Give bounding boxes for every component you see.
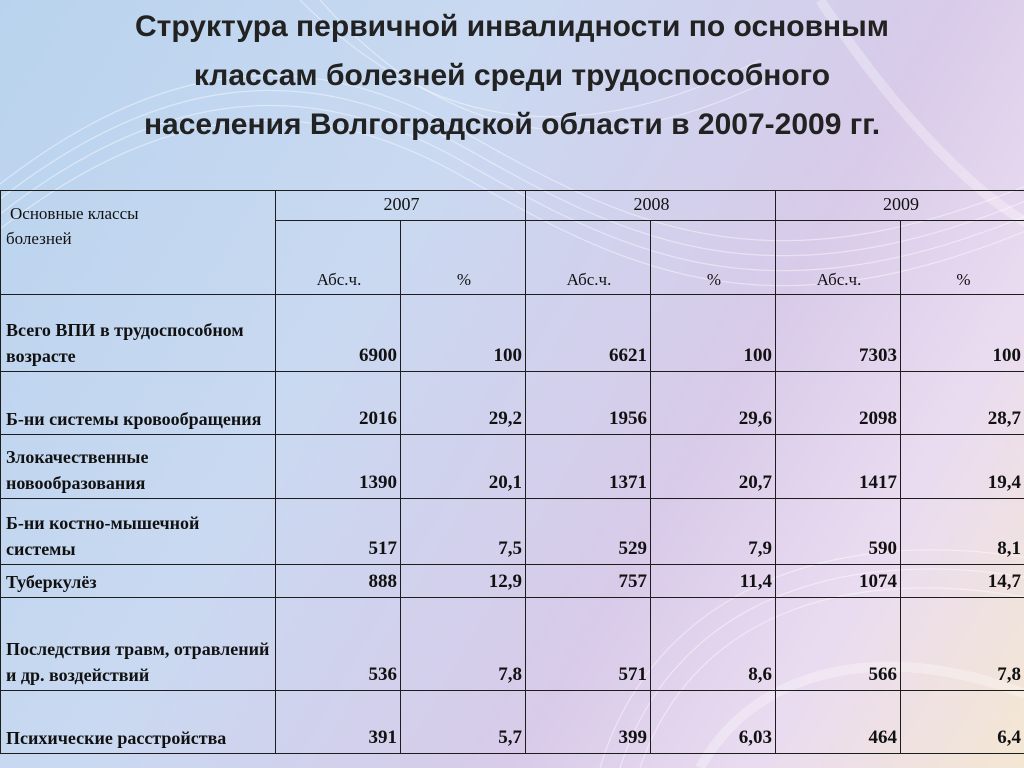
header-year-2007: 2007 — [276, 191, 526, 221]
cell-abs-2008: 6621 — [526, 295, 651, 372]
header-pct-2009: % — [901, 221, 1024, 295]
table-row — [1, 295, 1024, 372]
table-row — [1, 372, 1024, 435]
cell-abs-2007: 536 — [276, 598, 401, 691]
row-label: Б-ни системы кровообращения — [1, 372, 276, 435]
cell-abs-2007: 1390 — [276, 435, 401, 499]
table-row — [1, 691, 1024, 754]
row-label: Злокачественные новообразования — [1, 435, 276, 499]
header-year-row — [1, 191, 1024, 221]
cell-pct-2008: 20,7 — [651, 435, 776, 499]
cell-pct-2008: 100 — [651, 295, 776, 372]
cell-abs-2009: 1074 — [776, 565, 901, 598]
cell-abs-2008: 1371 — [526, 435, 651, 499]
header-disease-class — [1, 191, 276, 295]
title-line-2: классам болезней среди трудоспособного — [193, 59, 831, 92]
header-disease-class-line-2: болезней — [6, 229, 72, 248]
cell-pct-2009: 7,8 — [901, 598, 1024, 691]
header-abs-2009: Абс.ч. — [776, 221, 901, 295]
row-label: Психические расстройства — [1, 691, 276, 754]
cell-pct-2007: 5,7 — [401, 691, 526, 754]
table-row — [1, 435, 1024, 499]
cell-abs-2008: 1956 — [526, 372, 651, 435]
cell-pct-2007: 20,1 — [401, 435, 526, 499]
cell-abs-2007: 6900 — [276, 295, 401, 372]
cell-pct-2007: 100 — [401, 295, 526, 372]
cell-pct-2009: 19,4 — [901, 435, 1024, 499]
cell-abs-2008: 757 — [526, 565, 651, 598]
title-line-1: Структура первичной инвалидности по основным — [135, 10, 889, 43]
page-title — [0, 2, 1024, 149]
cell-abs-2009: 7303 — [776, 295, 901, 372]
header-year-2008: 2008 — [526, 191, 776, 221]
cell-abs-2007: 888 — [276, 565, 401, 598]
table-row — [1, 499, 1024, 565]
cell-pct-2008: 29,6 — [651, 372, 776, 435]
cell-pct-2009: 14,7 — [901, 565, 1024, 598]
table-row — [1, 598, 1024, 691]
header-abs-2008: Абс.ч. — [526, 221, 651, 295]
cell-pct-2008: 6,03 — [651, 691, 776, 754]
cell-pct-2009: 8,1 — [901, 499, 1024, 565]
cell-pct-2009: 28,7 — [901, 372, 1024, 435]
header-disease-class-line-1: Основные классы — [10, 204, 139, 223]
cell-pct-2009: 6,4 — [901, 691, 1024, 754]
header-abs-2007: Абс.ч. — [276, 221, 401, 295]
cell-abs-2008: 529 — [526, 499, 651, 565]
cell-abs-2009: 2098 — [776, 372, 901, 435]
cell-abs-2009: 566 — [776, 598, 901, 691]
row-label: Туберкулёз — [1, 565, 276, 598]
header-pct-2008: % — [651, 221, 776, 295]
cell-pct-2008: 11,4 — [651, 565, 776, 598]
cell-pct-2007: 12,9 — [401, 565, 526, 598]
cell-pct-2009: 100 — [901, 295, 1024, 372]
table-row — [1, 565, 1024, 598]
header-year-2009: 2009 — [776, 191, 1024, 221]
disability-structure-table — [0, 190, 1024, 754]
cell-abs-2008: 571 — [526, 598, 651, 691]
row-label: Последствия травм, отравлений и др. воздействий — [1, 598, 276, 691]
cell-pct-2008: 8,6 — [651, 598, 776, 691]
cell-abs-2009: 1417 — [776, 435, 901, 499]
header-pct-2007: % — [401, 221, 526, 295]
cell-pct-2007: 7,5 — [401, 499, 526, 565]
cell-pct-2007: 29,2 — [401, 372, 526, 435]
cell-abs-2007: 517 — [276, 499, 401, 565]
cell-abs-2007: 391 — [276, 691, 401, 754]
cell-abs-2009: 464 — [776, 691, 901, 754]
row-label: Всего ВПИ в трудоспособном возрасте — [1, 295, 276, 372]
row-label: Б-ни костно-мышечной системы — [1, 499, 276, 565]
title-line-3: населения Волгоградской области в 2007-2009 гг. — [143, 108, 881, 141]
cell-pct-2008: 7,9 — [651, 499, 776, 565]
cell-abs-2008: 399 — [526, 691, 651, 754]
cell-pct-2007: 7,8 — [401, 598, 526, 691]
cell-abs-2007: 2016 — [276, 372, 401, 435]
cell-abs-2009: 590 — [776, 499, 901, 565]
